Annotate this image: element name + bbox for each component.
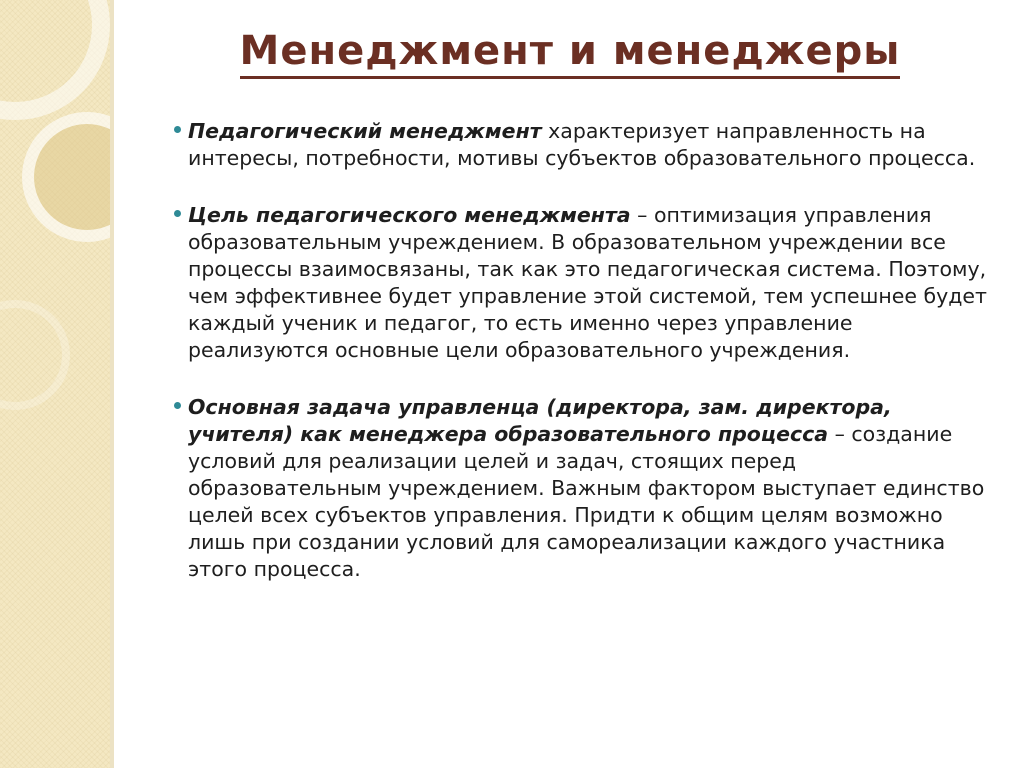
decorative-side-panel [0,0,110,768]
decorative-ring [0,0,110,120]
bullet-list [174,118,994,613]
bullet-text: – создание условий для реализации целей и задач, стоящих перед образовательным учреждением. Важным фактором выступает единство целей всех субъектов управления. Придти к общим целям возможно лишь при создании условий для самореализации каждого участника этого процесса. [188,422,985,581]
decorative-ring [22,112,110,242]
bullet-lead: Педагогический менеджмент [188,119,542,143]
bullet-dot-icon [174,126,181,133]
bullet-item [174,202,994,364]
bullet-lead: Цель педагогического менеджмента [188,203,631,227]
decorative-ring [0,300,70,410]
slide-title-text: Менеджмент и менеджеры [240,28,901,79]
bullet-item [174,118,994,172]
bullet-dot-icon [174,210,181,217]
slide-title [150,28,990,74]
bullet-lead: Основная задача управленца (директора, зам. директора, учителя) как менеджера образовательного процесса [188,395,892,446]
side-panel-edge [110,0,114,768]
bullet-item [174,394,994,583]
bullet-text: – оптимизация управления образовательным учреждением. В образовательном учреждении все процессы взаимосвязаны, так как это педагогическая система. Поэтому, чем эффективнее будет управление этой системой, тем успешнее будет каждый ученик и педагог, то есть именно через управление реализуются основные цели образовательного учреждения. [188,203,987,362]
bullet-text: характеризует направленность на интересы, потребности, мотивы субъектов образовательного процесса. [188,119,976,170]
bullet-dot-icon [174,402,181,409]
